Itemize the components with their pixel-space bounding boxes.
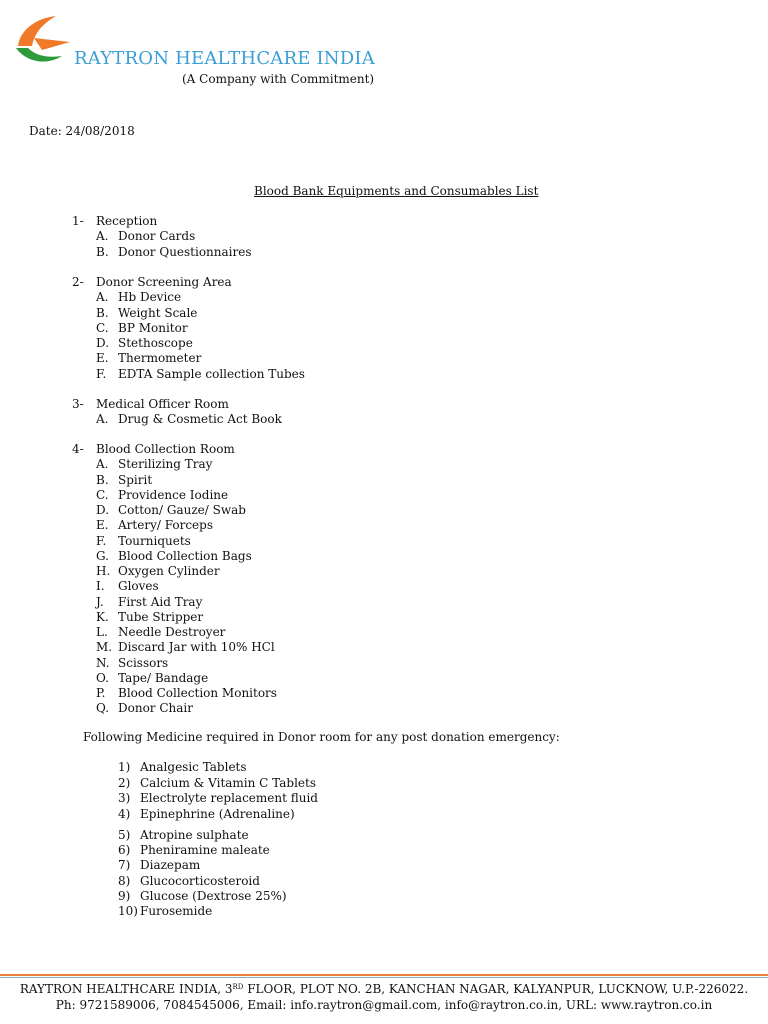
item-text: Oxygen Cylinder — [118, 564, 220, 578]
item-letter: N. — [96, 655, 110, 670]
medicine-text: Furosemide — [140, 904, 213, 918]
item-letter: H. — [96, 564, 111, 578]
item-letter: I. — [96, 579, 105, 594]
item-text: Providence Iodine — [118, 487, 229, 502]
medicine-number: 10) — [118, 904, 138, 918]
item-letter: D. — [96, 336, 110, 350]
medicine-number: 1) — [118, 760, 131, 774]
section-title: Medical Officer Room — [96, 397, 229, 411]
medicine-number: 2) — [118, 776, 131, 790]
item-letter: A. — [96, 229, 109, 244]
item-text: Thermometer — [118, 351, 202, 366]
company-tagline: (A Company with Commitment) — [182, 72, 375, 86]
item-text: BP Monitor — [118, 320, 188, 335]
item-text: Needle Destroyer — [118, 625, 226, 639]
medicine-heading: Following Medicine required in Donor room for any post donation emergency: — [83, 730, 560, 744]
item-letter: F. — [96, 366, 107, 381]
item-text: Tourniquets — [118, 533, 191, 548]
item-text: Gloves — [118, 579, 159, 594]
item-letter: A. — [96, 290, 109, 305]
item-text: Donor Cards — [118, 229, 196, 244]
item-letter: E. — [96, 351, 109, 366]
document-title: Blood Bank Equipments and Consumables List — [254, 184, 539, 198]
medicine-number: 5) — [118, 828, 131, 842]
item-letter: B. — [96, 472, 109, 487]
medicine-text: Pheniramine maleate — [140, 843, 270, 857]
item-letter: C. — [96, 487, 109, 502]
item-letter: A. — [96, 412, 109, 427]
footer-contact: Ph: 9721589006, 7084545006, Email: info.raytron@gmail.com, info@raytron.co.in, URL: www.raytron.co.in — [55, 998, 713, 1012]
medicine-number: 4) — [118, 807, 131, 821]
document-date: Date: 24/08/2018 — [29, 124, 135, 138]
item-text: Tube Stripper — [118, 609, 204, 624]
item-letter: B. — [96, 244, 109, 259]
medicine-text: Glucocorticosteroid — [140, 874, 260, 888]
item-letter: A. — [96, 457, 109, 472]
medicine-text: Analgesic Tablets — [140, 760, 247, 774]
section-number: 2- — [72, 275, 84, 289]
item-letter: C. — [96, 320, 109, 335]
section-title: Reception — [96, 214, 158, 228]
item-letter: F. — [96, 533, 107, 548]
item-letter: D. — [96, 503, 110, 517]
item-text: Spirit — [118, 472, 153, 487]
item-letter: M. — [96, 640, 113, 655]
medicine-number: 9) — [118, 889, 131, 903]
section-number: 4- — [72, 442, 84, 456]
medicine-text: Electrolyte replacement fluid — [140, 791, 318, 805]
medicine-number: 6) — [118, 843, 131, 857]
item-text: Artery/ Forceps — [118, 518, 213, 533]
item-letter: Q. — [96, 701, 110, 716]
section-title: Donor Screening Area — [96, 275, 232, 289]
item-text: Stethoscope — [118, 336, 193, 350]
footer-divider-secondary — [0, 977, 768, 978]
item-text: Blood Collection Monitors — [118, 686, 277, 700]
item-letter: O. — [96, 670, 109, 685]
item-letter: G. — [96, 548, 109, 563]
medicine-text: Epinephrine (Adrenaline) — [140, 807, 295, 821]
item-text: EDTA Sample collection Tubes — [118, 366, 305, 381]
item-text: Blood Collection Bags — [118, 548, 252, 563]
medicine-number: 7) — [118, 858, 131, 872]
medicine-text: Glucose (Dextrose 25%) — [140, 889, 287, 903]
section-number: 1- — [72, 214, 84, 228]
item-text: Cotton/ Gauze/ Swab — [118, 503, 246, 517]
medicine-text: Atropine sulphate — [140, 828, 249, 842]
item-text: Sterilizing Tray — [118, 457, 213, 472]
company-name: RAYTRON HEALTHCARE INDIA — [74, 48, 375, 69]
medicine-number: 8) — [118, 874, 131, 888]
medicine-number: 3) — [118, 791, 131, 805]
item-letter: P. — [96, 686, 106, 700]
item-text: Weight Scale — [118, 305, 198, 320]
medicine-text: Calcium & Vitamin C Tablets — [140, 776, 317, 790]
item-text: Drug & Cosmetic Act Book — [118, 412, 282, 427]
raytron-logo-icon — [12, 12, 72, 68]
item-letter: K. — [96, 609, 109, 624]
item-letter: L. — [96, 625, 108, 639]
item-text: Donor Chair — [118, 701, 193, 716]
section-number: 3- — [72, 397, 84, 411]
item-letter: B. — [96, 305, 109, 320]
item-text: Tape/ Bandage — [118, 670, 209, 685]
item-text: Hb Device — [118, 290, 182, 305]
item-letter: J. — [96, 594, 104, 609]
section-title: Blood Collection Room — [96, 442, 235, 456]
item-text: Discard Jar with 10% HCl — [118, 640, 275, 655]
item-text: First Aid Tray — [118, 594, 203, 609]
medicine-text: Diazepam — [140, 858, 201, 872]
item-text: Donor Questionnaires — [118, 244, 252, 259]
item-text: Scissors — [118, 655, 169, 670]
footer-address: RAYTRON HEALTHCARE INDIA, 3RD FLOOR, PLOT NO. 2B, KANCHAN NAGAR, KALYANPUR, LUCKNOW, U.P.-226022. — [19, 982, 749, 996]
item-letter: E. — [96, 518, 109, 533]
footer-divider — [0, 974, 768, 976]
